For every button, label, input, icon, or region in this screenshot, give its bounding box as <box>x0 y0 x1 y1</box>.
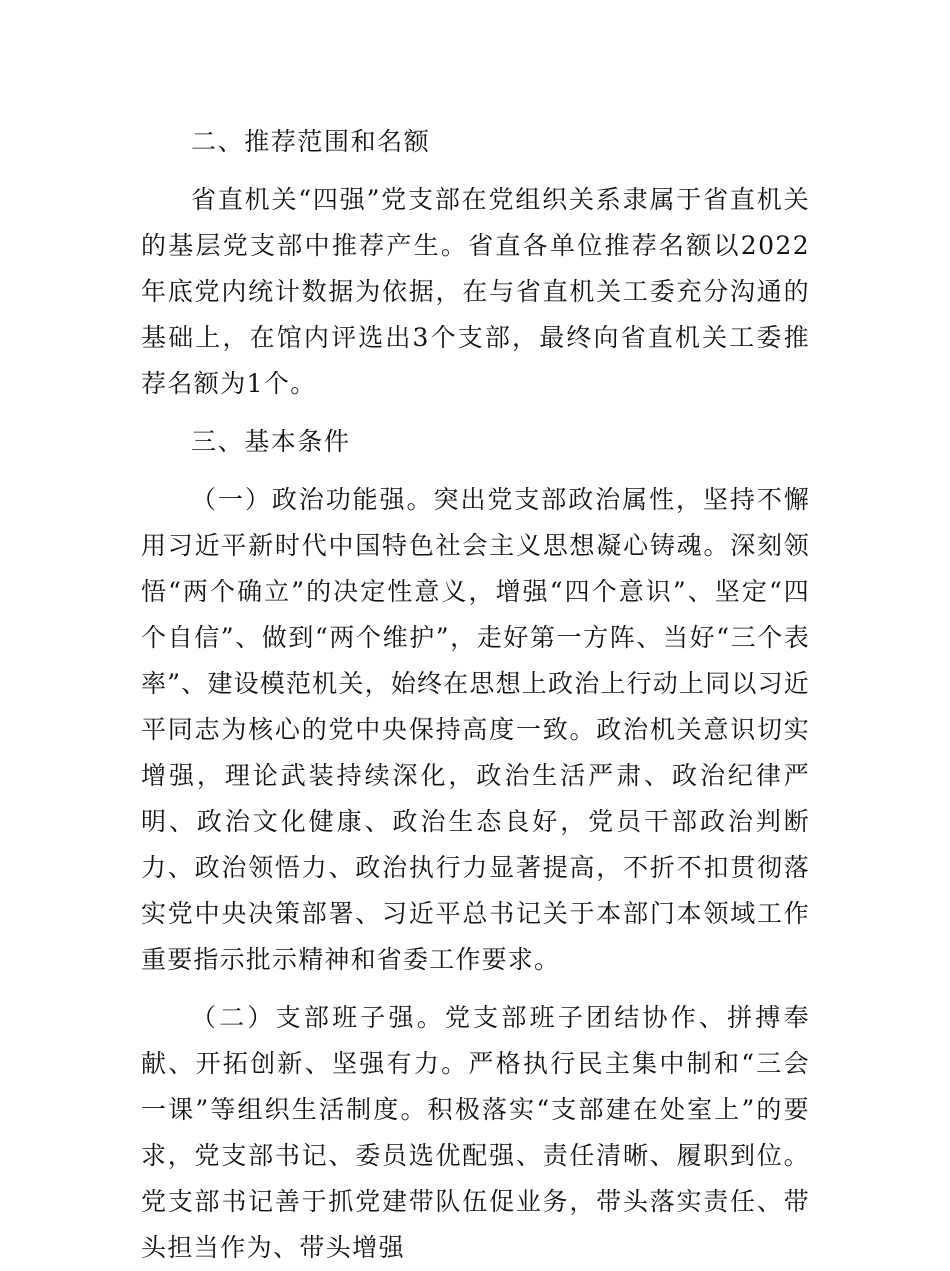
section-heading-scope-and-quota: 二、推荐范围和名额 <box>191 127 431 156</box>
paragraph-branch-leadership: （二）支部班子强。党支部班子团结协作、拼搏奉献、开拓创新、坚强有力。严格执行民主集中制和“三会一课”等组织生活制度。积极落实“支部建在处室上”的要求，党支部书记、委员选优配强、责任清晰、履职到位。党支部书记善于抓党建带队伍促业务，带头落实责任、带头担当作为、带头增强 <box>141 1003 810 1262</box>
section-heading-basic-conditions: 三、基本条件 <box>191 427 351 456</box>
paragraph-political-function: （一）政治功能强。突出党支部政治属性，坚持不懈用习近平新时代中国特色社会主义思想凝心铸魂。深刻领悟“两个确立”的决定性意义，增强“四个意识”、坚定“四个自信”、做到“两个维护”，走好第一方阵、当好“三个表率”、建设模范机关，始终在思想上政治上行动上同以习近平同志为核心的党中央保持高度一致。政治机关意识切实增强，理论武装持续深化，政治生活严肃、政治纪律严明、政治文化健康、政治生态良好，党员干部政治判断力、政治领悟力、政治执行力显著提高，不折不扣贯彻落实党中央决策部署、习近平总书记关于本部门本领域工作重要指示批示精神和省委工作要求。 <box>141 485 810 974</box>
paragraph-scope-and-quota: 省直机关“四强”党支部在党组织关系隶属于省直机关的基层党支部中推荐产生。省直各单位推荐名额以2022年底党内统计数据为依据，在与省直机关工委充分沟通的基础上，在馆内评选出3个支部，最终向省直机关工委推荐名额为1个。 <box>141 185 810 398</box>
